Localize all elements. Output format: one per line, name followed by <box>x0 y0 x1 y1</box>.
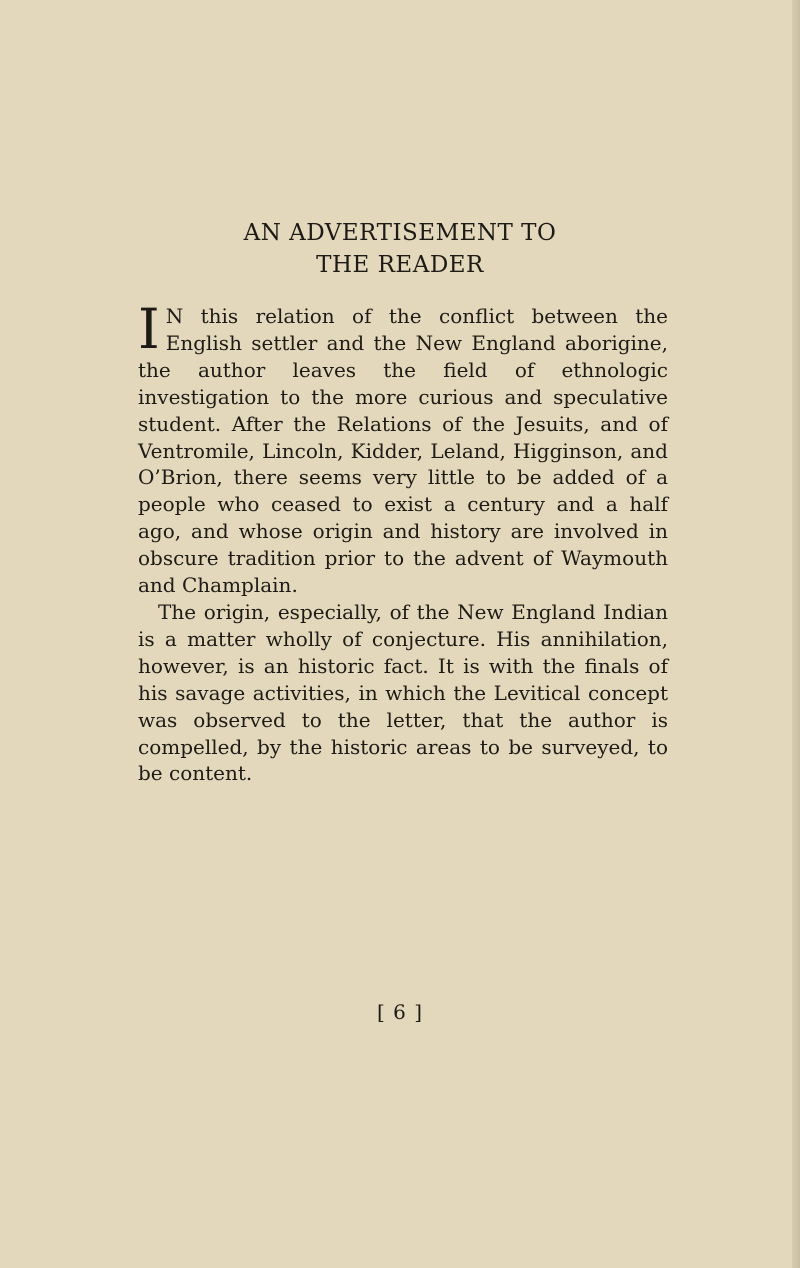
title-line-2: THE READER <box>316 252 484 278</box>
paragraph-1-text: this relation of the conflict between the English settler and the New England aborigine, the author leaves the field of ethnologic investigation to the more curious and speculative student. After the Relations of the Jesuits, and of Ventromile, Lincoln, Kidder, Leland, Higginson, and O’Brion, there seems very little to be added of a people who ceased to exist a century and a half ago, and whose origin and history are involved in obscure tradition prior to the advent of Waymouth and Champlain. <box>138 304 668 598</box>
title-line-1: AN ADVERTISEMENT TO <box>243 220 557 246</box>
page-number: [ 6 ] <box>376 1000 424 1024</box>
page-edge <box>792 0 800 1268</box>
drop-cap: I <box>138 297 160 361</box>
paragraph-2: The origin, especially, of the New England Indian is a matter wholly of conjecture. His annihilation, however, is an historic fact. It is with the finals of his savage activities, in which the Levitical concept was observed to the letter, that the author is compelled, by the historic areas to be surveyed, to be content. <box>138 599 668 786</box>
paragraph-1 <box>138 297 668 599</box>
first-word-small-caps: N <box>165 304 184 328</box>
body-text <box>138 297 668 787</box>
page-title <box>0 217 800 281</box>
